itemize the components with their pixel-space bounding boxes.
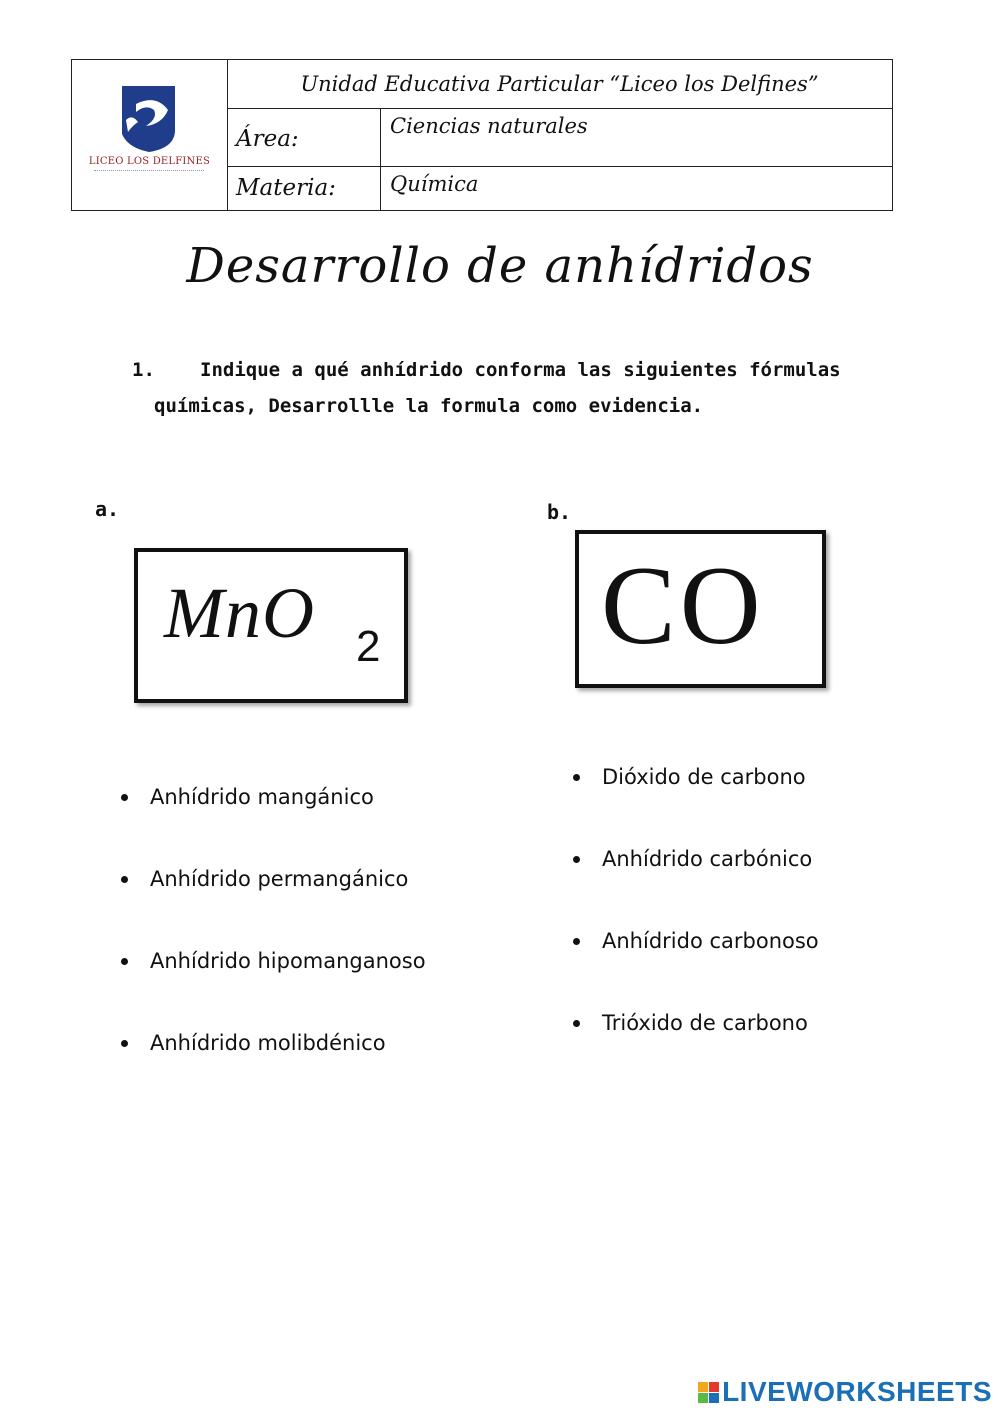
area-row (227, 108, 892, 167)
logo-text: LICEO LOS DELFINES (88, 156, 211, 167)
instruction-number: 1. (132, 359, 155, 381)
school-logo (72, 60, 228, 210)
options-list-b (573, 765, 819, 1093)
bullet-icon (573, 856, 580, 863)
liveworksheets-brand[interactable] (698, 1376, 992, 1408)
instruction-line-2: químicas, Desarrollle la formula como evidencia. (154, 395, 704, 417)
bullet-icon (121, 1040, 128, 1047)
school-name: Unidad Educativa Particular “Liceo los Delfines” (227, 60, 892, 109)
option-a-3[interactable]: Anhídrido hipomanganoso (121, 949, 426, 1031)
instruction-line-1: Indique a qué anhídrido conforma las siguientes fórmulas (200, 359, 841, 381)
option-b-4[interactable]: Trióxido de carbono (573, 1011, 819, 1093)
bullet-icon (121, 794, 128, 801)
option-b-3[interactable]: Anhídrido carbonoso (573, 929, 819, 1011)
option-a-1[interactable]: Anhídrido mangánico (121, 785, 426, 867)
formula-a: MnO (164, 573, 315, 653)
area-value: Ciencias naturales (390, 114, 588, 138)
area-label: Área: (227, 108, 381, 166)
materia-label: Materia: (227, 166, 381, 210)
formula-b: CO (601, 544, 765, 668)
instruction (132, 352, 862, 424)
formula-box-a (134, 548, 408, 703)
option-a-2[interactable]: Anhídrido permangánico (121, 867, 426, 949)
bullet-icon (573, 938, 580, 945)
header-table (71, 59, 893, 211)
bullet-icon (121, 958, 128, 965)
bullet-icon (573, 774, 580, 781)
option-b-2[interactable]: Anhídrido carbónico (573, 847, 819, 929)
brand-text: LIVEWORKSHEETS (722, 1376, 992, 1407)
bullet-icon (573, 1020, 580, 1027)
formula-a-subscript: 2 (356, 622, 381, 671)
materia-row (227, 166, 892, 210)
page-title: Desarrollo de anhídridos (186, 238, 814, 294)
option-b-1[interactable]: Dióxido de carbono (573, 765, 819, 847)
dolphin-logo-icon (72, 60, 227, 160)
option-a-4[interactable]: Anhídrido molibdénico (121, 1031, 426, 1113)
options-list-a (121, 785, 426, 1113)
liveworksheets-logo-icon (698, 1382, 719, 1403)
question-b-label: b. (547, 500, 572, 524)
formula-box-b (575, 530, 826, 688)
bullet-icon (121, 876, 128, 883)
question-a-label: a. (95, 497, 120, 521)
logo-subline (94, 170, 204, 173)
materia-value: Química (390, 172, 479, 196)
